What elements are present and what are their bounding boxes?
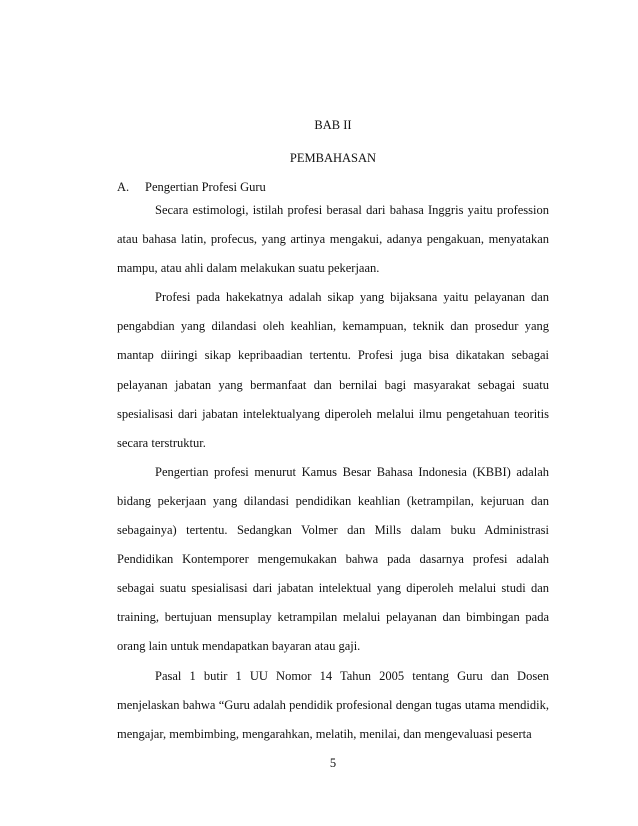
paragraph-nature: Profesi pada hakekatnya adalah sikap yang bijaksana yaitu pelayanan dan pengabdian yang dilandasi oleh keahlian, kemampuan, teknik dan prosedur yang mantap diiringi sikap kepribaadian tertentu. Profesi juga bisa dikatakan sebagai pelayanan jabatan yang bermanfaat dan bernilai bagi masyarakat sebagai suatu spesialisasi dari jabatan intelektualyang diperoleh melalui ilmu pengetahuan teoritis secara terstruktur. [117, 290, 549, 450]
page-number: 5 [329, 756, 337, 770]
body-text [117, 196, 549, 749]
section-title: Pengertian Profesi Guru [145, 180, 266, 194]
section-heading [117, 180, 266, 195]
section-letter: A. [117, 180, 130, 194]
paragraph-kbbi: Pengertian profesi menurut Kamus Besar Bahasa Indonesia (KBBI) adalah bidang pekerjaan yang dilandasi pendidikan keahlian (ketrampilan, kejuruan dan sebagainya) tertentu. Sedangkan Volmer dan Mills dalam buku Administrasi Pendidikan Kontemporer mengemukakan bahwa pada dasarnya profesi adalah sebagai suatu spesialisasi dari jabatan intelektual yang diperoleh melalui studi dan training, bertujuan mensuplay ketrampilan melalui pelayanan dan bimbingan pada orang lain untuk mendapatkan bayaran atau gaji. [117, 464, 549, 654]
paragraph-etymology: Secara estimologi, istilah profesi berasal dari bahasa Inggris yaitu profession atau bahasa latin, profecus, yang artinya mengakui, adanya pengakuan, menyatakan mampu, atau ahli dalam melakukan suatu pekerjaan. [117, 203, 549, 276]
paragraph-law: Pasal 1 butir 1 UU Nomor 14 Tahun 2005 tentang Guru dan Dosen menjelaskan bahwa “Guru adalah pendidik profesional dengan tugas utama mendidik, mengajar, membimbing, mengarahkan, melatih, menilai, dan mengevaluasi peserta [117, 668, 549, 741]
chapter-number: BAB II [314, 118, 352, 132]
chapter-title: PEMBAHASAN [289, 151, 377, 165]
